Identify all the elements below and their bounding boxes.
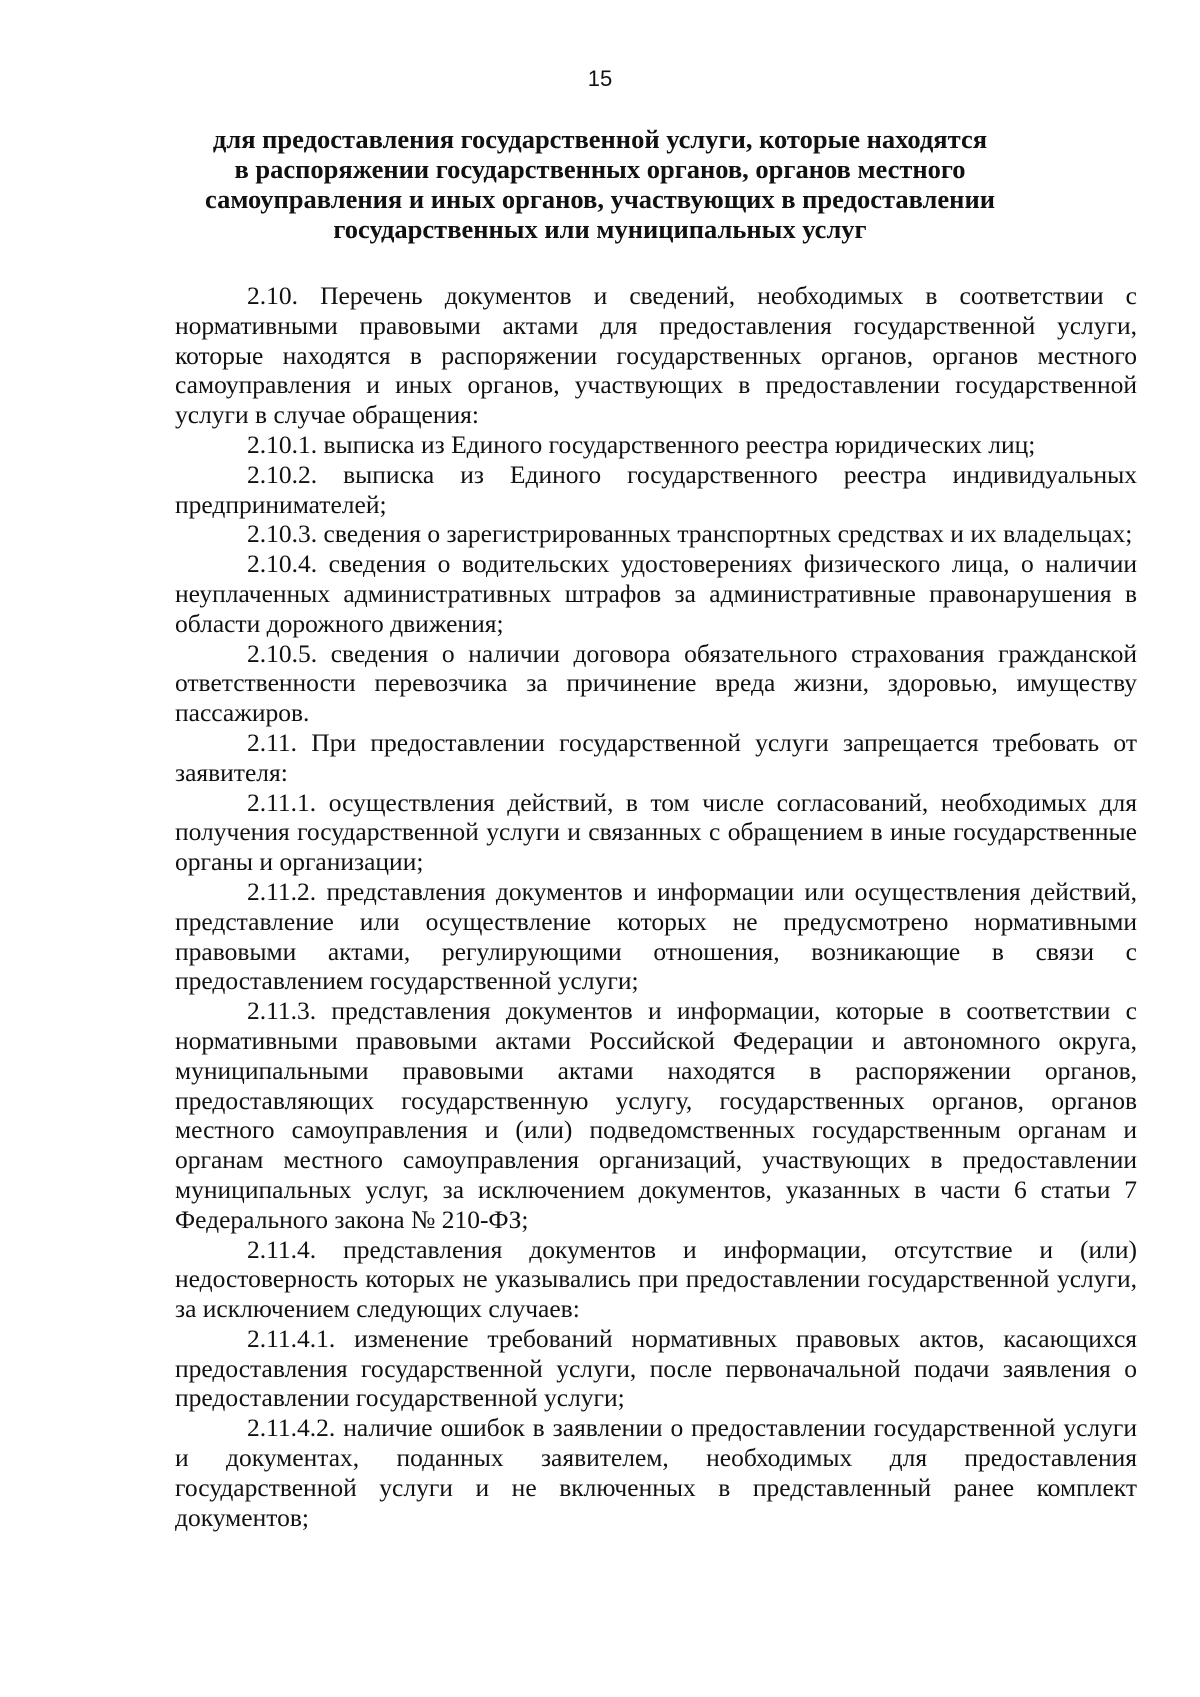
heading-line: самоуправления и иных органов, участвующих в предоставлении (205, 184, 995, 214)
paragraph-2-10-2: 2.10.2. выписка из Единого государственного реестра индивидуальных предпринимателей; (175, 459, 1137, 519)
paragraph-2-11-4-2: 2.11.4.2. наличие ошибок в заявлении о предоставлении государственной услуги и документах, поданных заявителем, необходимых для предоставления государственной услуги и не включенных в представленный ранее комплект документов; (175, 1413, 1137, 1532)
paragraph-2-11-4-1: 2.11.4.1. изменение требований нормативных правовых актов, касающихся предоставления государственной услуги, после первоначальной подачи заявления о предоставлении государственной услуги; (175, 1323, 1137, 1413)
paragraph-2-10-1: 2.10.1. выписка из Единого государственного реестра юридических лиц; (247, 429, 1036, 459)
heading-line: государственных или муниципальных услуг (333, 214, 867, 244)
paragraph-2-11-3: 2.11.3. представления документов и информации, которые в соответствии с нормативными правовыми актами Российской Федерации и автономного округа, муниципальными правовыми актами находятся в распоряжении органов, предоставляющих государственную услугу, государственных органов, органов местного самоуправления и (или) подведомственных государственным органам и органам местного самоуправления организаций, участвующих в предоставлении муниципальных услуг, за исключением документов, указанных в части 6 статьи 7 Федерального закона № 210-ФЗ; (175, 996, 1137, 1234)
document-body (175, 281, 1137, 1532)
page-number: 15 (587, 66, 613, 91)
heading-line: в распоряжении государственных органов, органов местного (234, 154, 966, 184)
paragraph-2-10-4: 2.10.4. сведения о водительских удостоверениях физического лица, о наличии неуплаченных административных штрафов за административные правонарушения в области дорожного движения; (175, 549, 1137, 638)
paragraph-2-11-2: 2.11.2. представления документов и информации или осуществления действий, представление или осуществление которых не предусмотрено нормативными правовыми актами, регулирующими отношения, возникающие в связи с предоставлением государственной услуги; (175, 876, 1137, 996)
paragraph-2-10-5: 2.10.5. сведения о наличии договора обязательного страхования гражданской ответственности перевозчика за причинение вреда жизни, здоровью, имуществу пассажиров. (175, 638, 1137, 728)
paragraph-2-11-1: 2.11.1. осуществления действий, в том числе согласований, необходимых для получения государственной услуги и связанных с обращением в иные государственные органы и организации; (175, 787, 1137, 877)
paragraph-2-10-3: 2.10.3. сведения о зарегистрированных транспортных средствах и их владельцах; (247, 519, 1133, 549)
paragraph-2-11-4: 2.11.4. представления документов и информации, отсутствие и (или) недостоверность которых не указывались при предоставлении государственной услуги, за исключением следующих случаев: (175, 1234, 1137, 1324)
heading-line: для предоставления государственной услуги, которые находятся (212, 124, 988, 154)
paragraph-2-10: 2.10. Перечень документов и сведений, необходимых в соответствии с нормативными правовыми актами для предоставления государственной услуги, которые находятся в распоряжении государственных органов, органов местного самоуправления и иных органов, участвующих в предоставлении государственной услуги в случае обращения: (175, 281, 1137, 430)
paragraph-2-11: 2.11. При предоставлении государственной услуги запрещается требовать от заявителя: (175, 727, 1137, 787)
section-heading (180, 124, 1020, 244)
